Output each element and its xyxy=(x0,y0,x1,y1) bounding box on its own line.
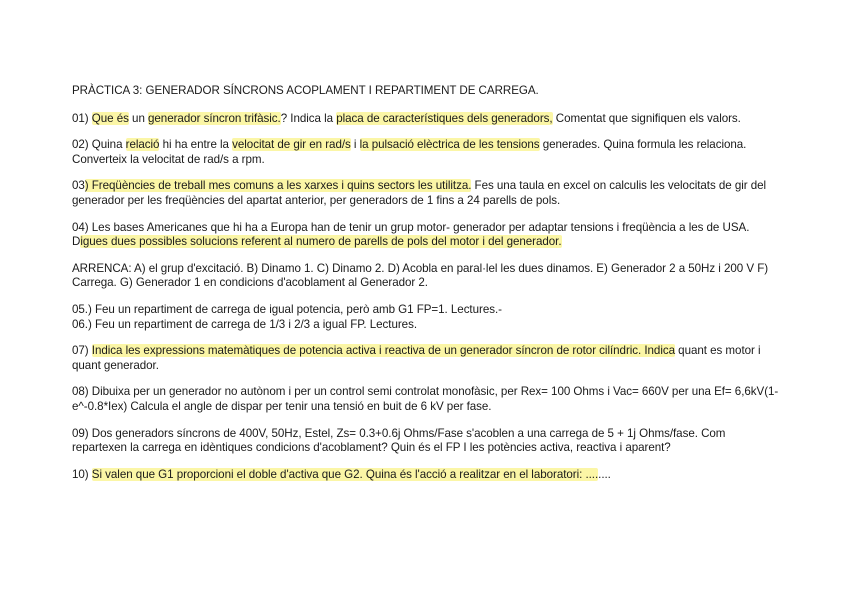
question-01 xyxy=(72,112,782,127)
highlight: igues dues possibles solucions referent al numero de parells de pols del motor i del generador. xyxy=(80,235,562,249)
highlight: placa de característiques dels generadors, xyxy=(336,111,553,125)
question-04 xyxy=(72,221,782,250)
text: hi ha entre la xyxy=(159,138,233,152)
question-08: 08) Dibuixa per un generador no autònom i per un control semi controlat monofàsic, per Rex= 100 Ohms i Vac= 660V per una Ef= 6,6kV(1-e^-0.8*Iex) Calcula el angle de dispar per tenir una tensió en buit de 6 kV per fase. xyxy=(72,385,779,413)
text: 04) Les bases Americanes que hi ha a Europa han de tenir un grup motor- generador per adaptar tensions i freqüència a les de USA. D xyxy=(72,220,750,249)
text: generades. Quina formula les relaciona. Converteix la velocitat de rad/s a rpm. xyxy=(72,138,747,166)
text: ? Indica la xyxy=(280,111,337,125)
text: 03 xyxy=(72,179,85,193)
question-10 xyxy=(72,468,782,483)
highlight: generador síncron trifàsic. xyxy=(148,111,281,125)
document-title: PRÀCTICA 3: GENERADOR SÍNCRONS ACOPLAMENT I REPARTIMENT DE CARREGA. xyxy=(72,84,539,97)
question-02 xyxy=(72,138,782,167)
text: 01) xyxy=(72,111,92,125)
question-06: 06.) Feu un repartiment de carrega de 1/3 i 2/3 a igual FP. Lectures. xyxy=(72,317,417,331)
question-09: 09) Dos generadors síncrons de 400V, 50Hz, Estel, Zs= 0.3+0.6j Ohms/Fase s'acoblen a una carrega de 5 + 1j Ohms/fase. Com repartexen la carrega en idèntiques condicions d'acoblament? Quin és el FP I les potències activa, reactiva i aparent? xyxy=(72,426,726,455)
question-07 xyxy=(72,344,782,373)
document-body xyxy=(72,84,782,482)
highlight: Si valen que G1 proporcioni el doble d'activa que G2. Quina és l'acció a realitzar en el laboratori: .... xyxy=(91,467,599,481)
text: Fes una taula en excel on calculis les velocitats de gir del generador per les freqüències del apartat anterior, per generadors de 1 fins a 24 parells de pols. xyxy=(72,179,767,207)
highlight: Indica les expressions matemàtiques de potencia activa i reactiva de un generador síncron de rotor cilíndric. Indica xyxy=(91,344,676,358)
text: 07) xyxy=(72,344,92,358)
text: i xyxy=(350,138,360,152)
text: 10) xyxy=(72,467,92,481)
highlight: la pulsació elèctrica de les tensions xyxy=(359,138,540,152)
text: un xyxy=(128,111,149,125)
highlight: Que és xyxy=(91,111,129,125)
highlight: relació xyxy=(125,138,160,152)
text: quant es motor i quant generador. xyxy=(72,344,761,372)
highlight: ) Freqüències de treball mes comuns a les xarxes i quins sectors les utilitza. xyxy=(84,179,472,193)
text: Comentat que signifiquen els valors. xyxy=(552,111,741,125)
question-05: 05.) Feu un repartiment de carrega de igual potencia, però amb G1 FP=1. Lectures.- xyxy=(72,302,502,316)
text: 02) Quina xyxy=(72,138,126,152)
highlight: velocitat de gir en rad/s xyxy=(232,138,351,152)
question-03 xyxy=(72,179,782,208)
text: .... xyxy=(598,467,611,481)
arrenca-paragraph: ARRENCA: A) el grup d'excitació. B) Dinamo 1. C) Dinamo 2. D) Acobla en paral·lel les dues dinamos. E) Generador 2 a 50Hz i 200 V F) Carrega. G) Generador 1 en condicions d'acoblament al Generador 2. xyxy=(72,261,769,290)
